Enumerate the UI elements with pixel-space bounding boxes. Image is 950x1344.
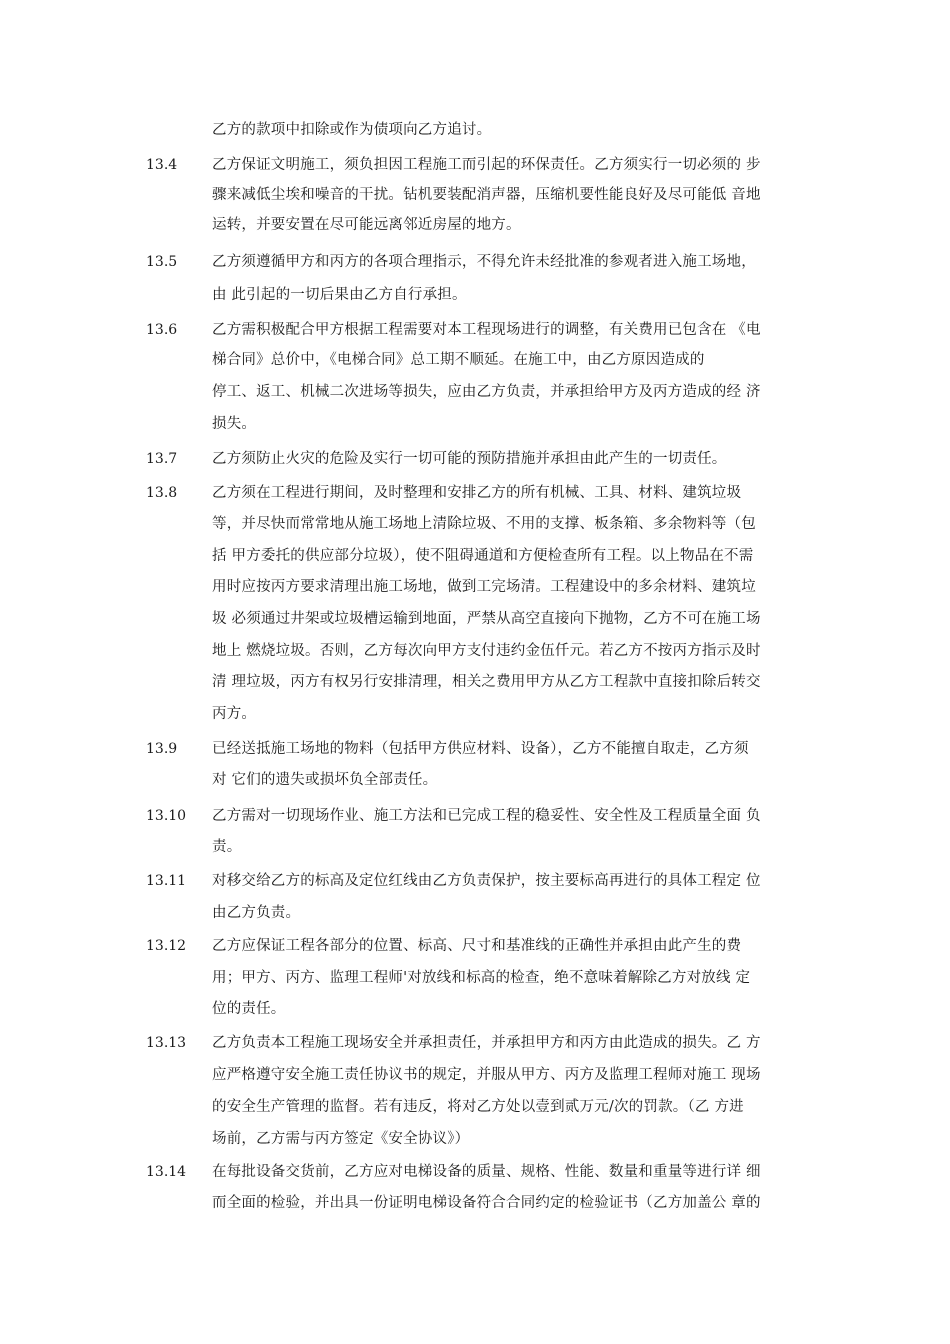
clause-number: 13.14 <box>146 1164 187 1180</box>
clause-number: 13.8 <box>146 485 178 501</box>
text-line: 等，并尽快而常常地从施工场地上清除垃圾、不用的支撑、板条箱、多余物料等（包 <box>212 516 756 532</box>
text-line: 圾 必须通过井架或垃圾槽运输到地面，严禁从高空直接向下抛物，乙方不可在施工场 <box>212 611 761 627</box>
text-line: 已经送抵施工场地的物料（包括甲方供应材料、设备），乙方不能擅自取走，乙方须 <box>212 741 749 757</box>
text-line: 在每批设备交货前，乙方应对电梯设备的质量、规格、性能、数量和重量等进行详 细 <box>212 1164 761 1180</box>
text-line: 清 理垃圾，丙方有权另行安排清理，相关之费用甲方从乙方工程款中直接扣除后转交 <box>212 674 761 690</box>
text-line: 地上 燃烧垃圾。否则，乙方每次向甲方支付违约金伍仟元。若乙方不按丙方指示及时 <box>212 643 761 659</box>
text-line: 对移交给乙方的标高及定位红线由乙方负责保护，按主要标高再进行的具体工程定 位 <box>212 873 761 889</box>
clause-number: 13.13 <box>146 1035 187 1051</box>
text-line: 由乙方负责。 <box>212 905 301 921</box>
text-line: 乙方的款项中扣除或作为债项向乙方追讨。 <box>212 122 492 138</box>
text-line: 乙方负责本工程施工现场安全并承担责任，并承担甲方和丙方由此造成的损失。乙 方 <box>212 1035 761 1051</box>
text-line: 损失。 <box>212 416 257 432</box>
text-line: 乙方须防止火灾的危险及实行一切可能的预防措施并承担由此产生的一切责任。 <box>212 451 727 467</box>
clause-number: 13.6 <box>146 322 178 338</box>
clause-number: 13.4 <box>146 157 178 173</box>
text-line: 场前，乙方需与丙方签定《安全协议》） <box>212 1131 470 1147</box>
text-line: 用；甲方、丙方、监理工程师'对放线和标高的检查，绝不意味着解除乙方对放线 定 <box>212 970 751 986</box>
clause-number: 13.5 <box>146 254 178 270</box>
clause-number: 13.9 <box>146 741 178 757</box>
text-line: 括 甲方委托的供应部分垃圾），使不阻碍通道和方便检查所有工程。以上物品在不需 <box>212 548 754 564</box>
text-line: 乙方保证文明施工，须负担因工程施工而引起的环保责任。乙方须实行一切必须的 步 <box>212 157 761 173</box>
clause-number: 13.7 <box>146 451 178 467</box>
text-line: 运转，并要安置在尽可能远离邻近房屋的地方。 <box>212 217 521 233</box>
text-line: 梯合同》总价中，《电梯合同》总工期不顺延。在施工中，由乙方原因造成的 <box>212 352 705 368</box>
text-line: 责。 <box>212 839 242 855</box>
text-line: 乙方需对一切现场作业、施工方法和已完成工程的稳妥性、安全性及工程质量全面 负 <box>212 808 761 824</box>
text-line: 乙方须遵循甲方和丙方的各项合理指示，不得允许未经批准的参观者进入施工场地， <box>212 254 756 270</box>
text-line: 停工、返工、机械二次进场等损失，应由乙方负责，并承担给甲方及丙方造成的经 济 <box>212 384 761 400</box>
text-line: 乙方需积极配合甲方根据工程需要对本工程现场进行的调整，有关费用已包含在 《电 <box>212 322 761 338</box>
text-line: 对 它们的遗失或损坏负全部责任。 <box>212 772 438 788</box>
text-line: 的安全生产管理的监督。若有违反，将对乙方处以壹到贰万元/次的罚款。（乙 方进 <box>212 1099 744 1115</box>
text-line: 应严格遵守安全施工责任协议书的规定，并服从甲方、丙方及监理工程师对施工 现场 <box>212 1067 761 1083</box>
text-line: 乙方须在工程进行期间，及时整理和安排乙方的所有机械、工具、材料、建筑垃圾 <box>212 485 742 501</box>
text-line: 骤来减低尘埃和噪音的干扰。钻机要装配消声器，压缩机要性能良好及尽可能低 音地 <box>212 187 761 203</box>
text-line: 位的责任。 <box>212 1001 286 1017</box>
text-line: 由 此引起的一切后果由乙方自行承担。 <box>212 287 467 303</box>
text-line: 丙方。 <box>212 706 257 722</box>
text-line: 乙方应保证工程各部分的位置、标高、尺寸和基准线的正确性并承担由此产生的费 <box>212 938 742 954</box>
text-line: 而全面的检验，并出具一份证明电梯设备符合合同约定的检验证书（乙方加盖公 章的 <box>212 1195 761 1211</box>
text-line: 用时应按丙方要求清理出施工场地，做到工完场清。工程建设中的多余材料、建筑垃 <box>212 579 756 595</box>
clause-number: 13.12 <box>146 938 187 954</box>
clause-number: 13.11 <box>146 873 187 889</box>
clause-number: 13.10 <box>146 808 187 824</box>
